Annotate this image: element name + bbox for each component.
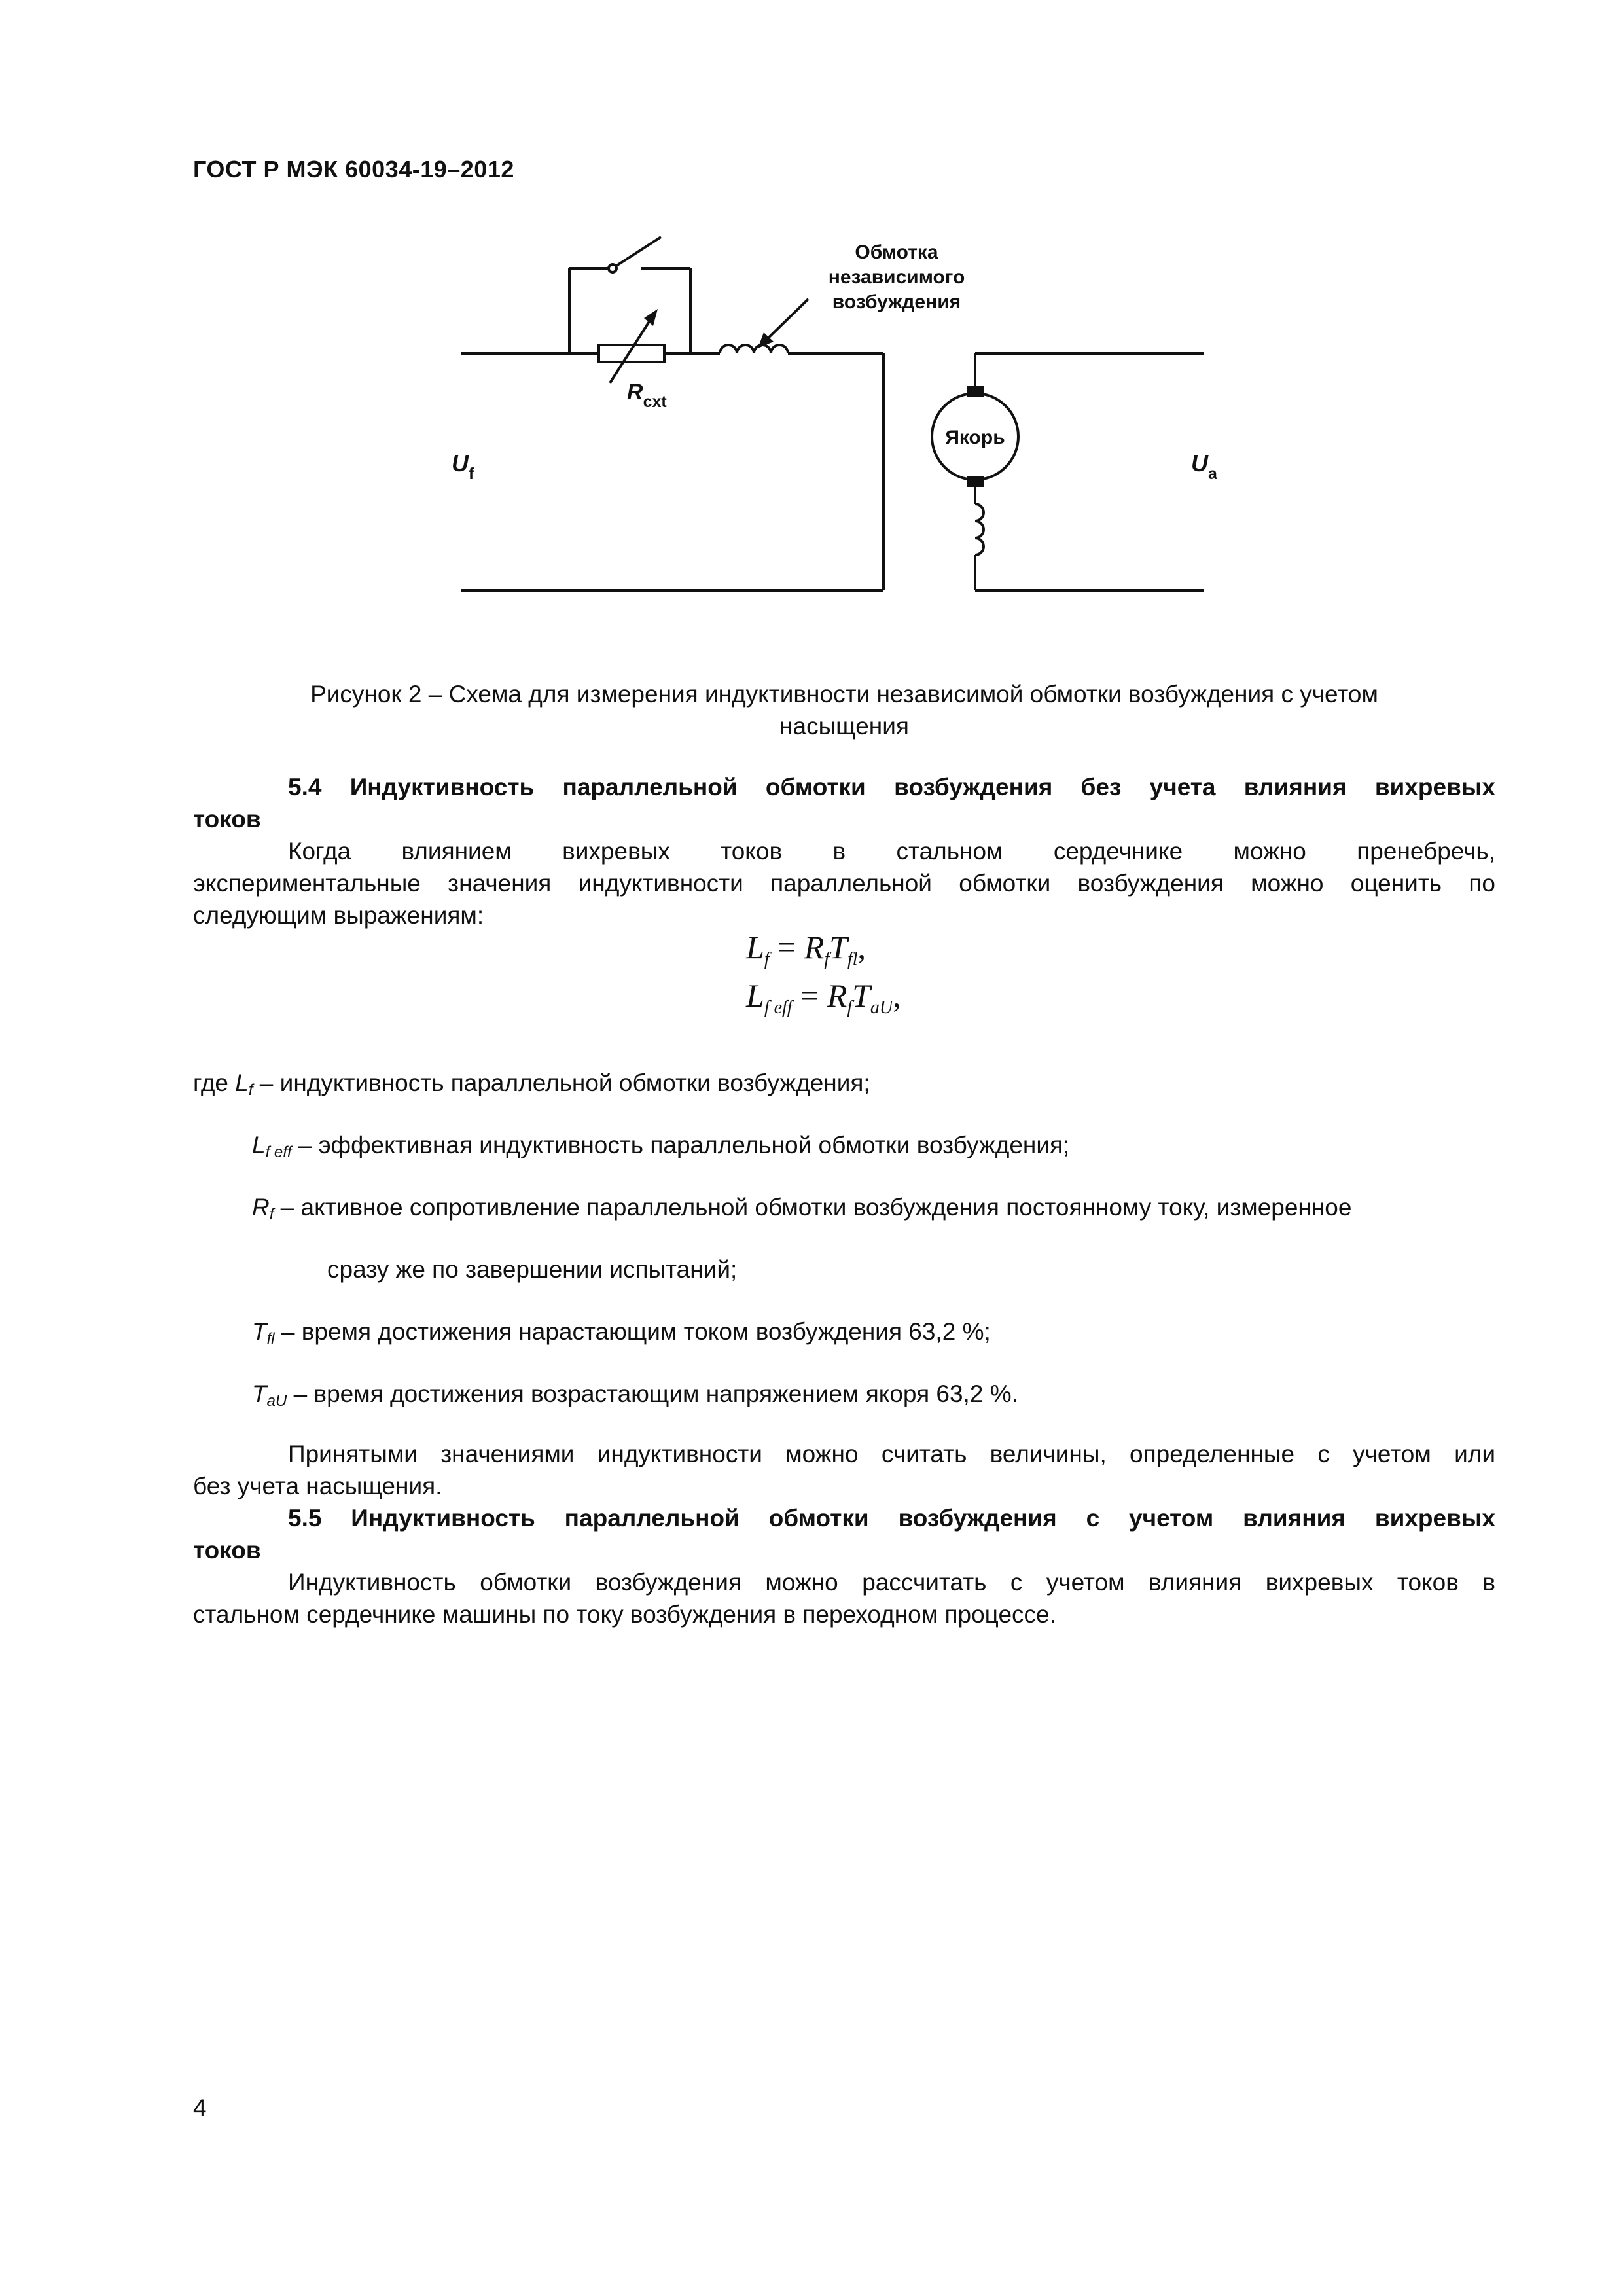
winding-label-line1: Обмотка (855, 242, 938, 263)
formula-2-r-sub: f (847, 997, 853, 1018)
rheostat-label-main: R (627, 380, 643, 404)
definition-rf-symbol: R (252, 1194, 270, 1221)
definition-lfeff-sub: f eff (265, 1143, 292, 1161)
winding-pointer-shaft (762, 299, 808, 344)
formula-1 (746, 928, 866, 970)
section-5-5-heading-line1: 5.5 Индуктивность параллельной обмотки возбуждения с учетом влияния вихревых (288, 1505, 1495, 1532)
definition-tfl-symbol: T (252, 1318, 267, 1345)
section-5-5-para-line2: стальном сердечнике машины по току возбуждения в переходном процессе. (193, 1601, 1056, 1628)
circuit-diagram (445, 203, 1263, 628)
armature-label: Якорь (945, 427, 1005, 448)
definition-lf (193, 1067, 870, 1106)
switch-contact (609, 264, 616, 272)
ua-label-main: U (1191, 450, 1208, 476)
ua-label-sub: a (1208, 465, 1217, 483)
definition-lfeff-symbol: L (252, 1132, 266, 1158)
definition-lf-text: – индуктивность параллельной обмотки возбуждения; (253, 1069, 870, 1096)
formula-2-lhs-sub: f eff (764, 997, 793, 1018)
formula-2-r: R (827, 977, 847, 1014)
winding-label-line3: возбуждения (832, 291, 961, 313)
definition-lf-sub: f (248, 1081, 253, 1099)
formula-1-end: , (857, 929, 866, 965)
definition-tfl-sub: fl (266, 1330, 275, 1348)
definition-tfl-text: – время достижения нарастающим током возбуждения 63,2 %; (274, 1318, 991, 1345)
uf-label (452, 450, 474, 483)
formula-1-r: R (804, 929, 825, 965)
figure-caption-line1: Рисунок 2 – Схема для измерения индуктивности независимой обмотки возбуждения с учетом (310, 681, 1378, 708)
formula-2 (746, 977, 901, 1018)
definition-tau (252, 1378, 1018, 1417)
section-5-4-para-line2: экспериментальные значения индуктивности параллельной обмотки возбуждения можно оценить по (193, 870, 1495, 897)
armature-bottom-brush (967, 476, 984, 487)
uf-label-main: U (452, 450, 469, 476)
definition-rf-continuation: сразу же по завершении испытаний; (327, 1256, 738, 1283)
switch-blade (616, 237, 661, 266)
section-5-4-para-line1: Когда влиянием вихревых токов в стальном сердечнике можно пренебречь, (288, 838, 1495, 865)
rheostat-arrow-shaft (610, 315, 653, 383)
section-5-5-heading-line2: токов (193, 1537, 261, 1564)
formula-2-eq: = (792, 977, 827, 1014)
formula-1-t: T (829, 929, 847, 965)
rheostat-label-sub: cxt (643, 393, 667, 411)
formula-2-t: T (852, 977, 870, 1014)
rheostat-arrow-head (644, 309, 658, 326)
formula-1-t-sub: fl (847, 949, 858, 969)
formula-1-lhs-sub: f (764, 949, 770, 969)
armature-winding-coil (975, 504, 984, 555)
formula-1-eq: = (769, 929, 804, 965)
accepted-values-line1: Принятыми значениями индуктивности можно считать величины, определенные с учетом или (288, 1441, 1495, 1467)
definition-lf-prefix: где (193, 1069, 236, 1096)
rheostat-label (627, 380, 667, 411)
section-5-4-heading-line2: токов (193, 806, 261, 833)
definition-rf-sub: f (269, 1206, 274, 1223)
definition-tau-symbol: T (252, 1380, 267, 1407)
field-winding-coil (720, 345, 788, 353)
definition-lfeff (252, 1129, 1069, 1168)
definition-rf (252, 1191, 1495, 1230)
section-5-4-para-line3: следующим выражениям: (193, 902, 484, 929)
definition-lfeff-text: – эффективная индуктивность параллельной обмотки возбуждения; (291, 1132, 1070, 1158)
ua-label (1191, 450, 1218, 483)
figure-caption-line2: насыщения (779, 713, 909, 740)
armature-top-brush (967, 386, 984, 397)
formula-2-lhs: L (746, 977, 764, 1014)
definition-tfl (252, 1316, 991, 1355)
uf-label-sub: f (469, 465, 474, 483)
winding-label-line2: независимого (828, 266, 965, 288)
page-number: 4 (193, 2094, 207, 2121)
section-5-5-para-line1: Индуктивность обмотки возбуждения можно рассчитать с учетом влияния вихревых токов в (288, 1569, 1495, 1596)
document-header: ГОСТ Р МЭК 60034-19–2012 (193, 156, 514, 183)
definition-tau-text: – время достижения возрастающим напряжением якоря 63,2 %. (287, 1380, 1018, 1407)
definition-tau-sub: aU (266, 1392, 287, 1410)
section-5-4-heading-line1: 5.4 Индуктивность параллельной обмотки возбуждения без учета влияния вихревых (288, 774, 1495, 800)
formula-1-r-sub: f (824, 949, 830, 969)
accepted-values-line2: без учета насыщения. (193, 1473, 442, 1499)
formula-1-lhs: L (746, 929, 764, 965)
formula-2-end: , (893, 977, 901, 1014)
definition-rf-text: – активное сопротивление параллельной обмотки возбуждения постоянному току, измеренное (274, 1194, 1352, 1221)
formula-2-t-sub: aU (870, 997, 893, 1018)
definition-lf-symbol: L (235, 1069, 249, 1096)
